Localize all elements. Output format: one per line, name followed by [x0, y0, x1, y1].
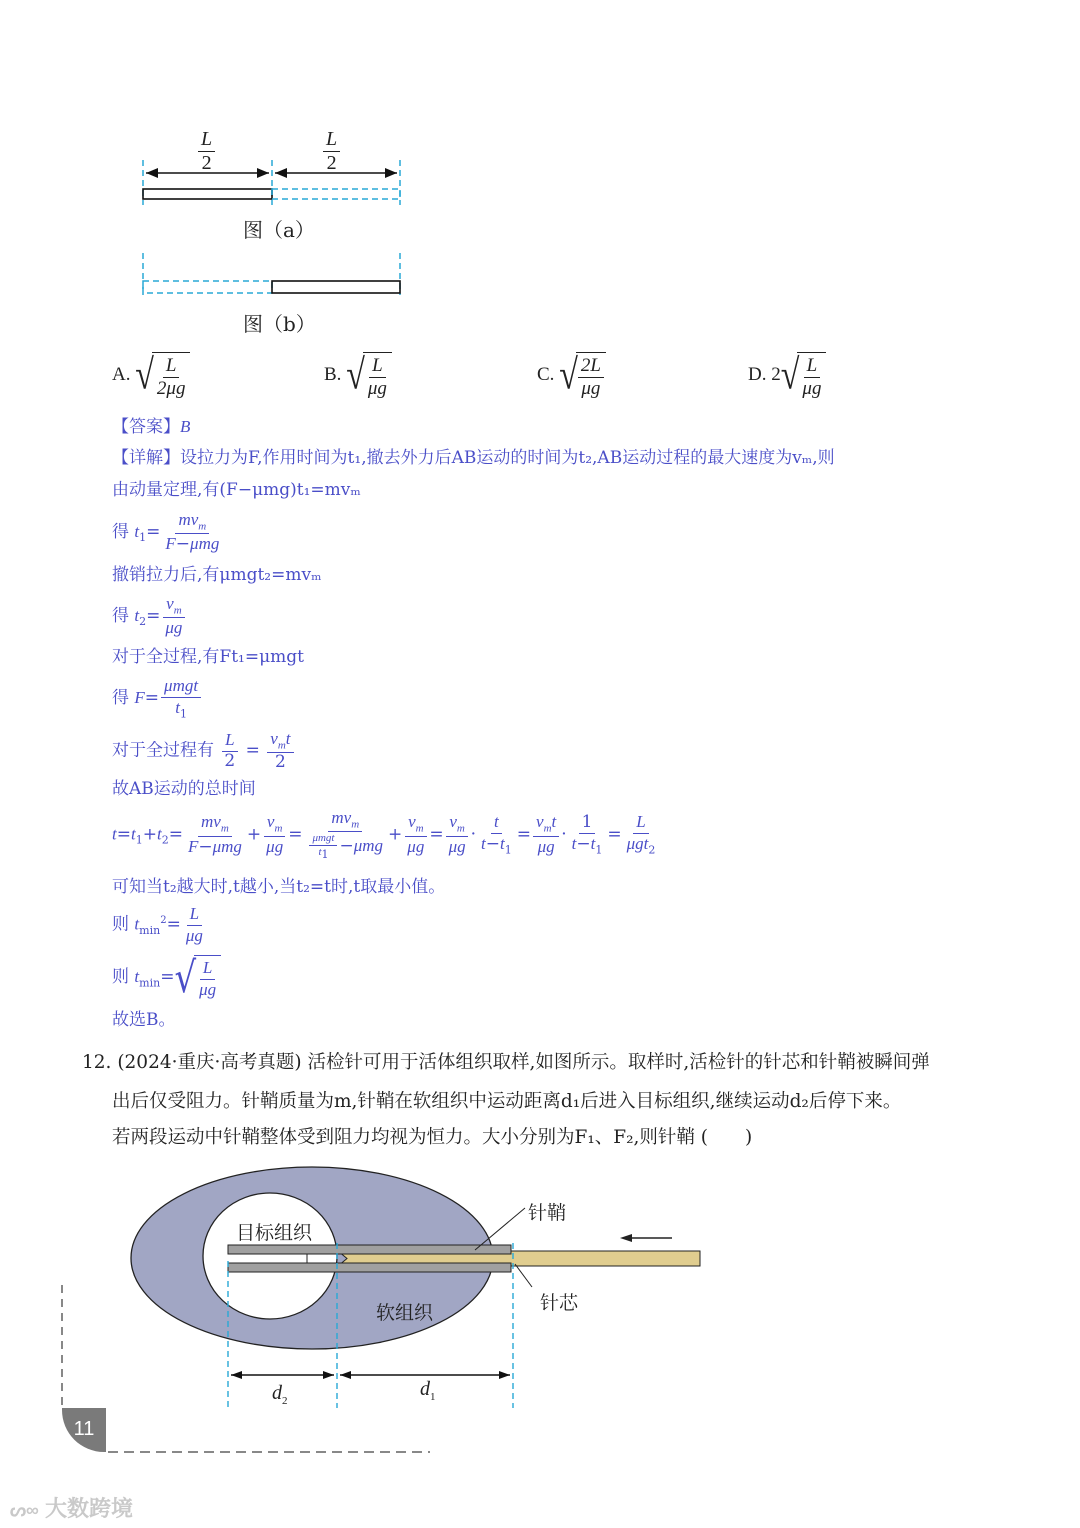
half-den: 2	[201, 152, 212, 174]
sheath-upper	[228, 1245, 511, 1254]
page-number: 11	[62, 1408, 106, 1452]
option-den: μg	[802, 377, 822, 399]
option-letter: D.	[748, 364, 767, 386]
half-num: L	[323, 128, 340, 152]
sheath-label: 针鞘	[528, 1202, 567, 1224]
fig-a-label-left	[196, 128, 217, 175]
answer-label: 【答案】	[112, 417, 180, 437]
fig-a-caption: 图（a）	[243, 218, 315, 242]
detail-line-1	[112, 450, 835, 467]
page-corner-decoration	[0, 1280, 440, 1470]
option-c: C. √ $\frac{2L}{\mu g}$	[537, 352, 606, 400]
detail-line-14: 则 $t_{min}=$ √ $\frac{L}{\mu g}$	[112, 955, 221, 1000]
option-a: A. √ $\frac{L}{2\mu g}$	[112, 352, 190, 400]
eq-prefix: 得	[112, 605, 129, 626]
option-num: L	[372, 355, 383, 376]
detail-line-13: 则 $t_{min}^2=$ $\frac{L}{\mu g}$	[112, 904, 203, 945]
detail-line-5: 撤销拉力后,有μmgt₂=mvₘ	[112, 565, 322, 585]
watermark-text: 大数跨境	[45, 1496, 134, 1521]
core-label: 针芯	[540, 1292, 579, 1314]
option-num: L	[165, 355, 177, 376]
d1-sub: 1	[430, 1391, 436, 1403]
d2-sub: 2	[282, 1395, 288, 1407]
detail-line-11: $t=t_1+t_2=$ $\frac{mv_m}{\text{F−μmg}}$ + $\frac{v_m}{\mu g}$ = $mv_m$ $\frac{\text{μmgt}}{t_1}$ −μmg + $\frac{v_m}{\mu g}$ = $\frac{v_m}{\mu g}$ · $\frac{t}{t-t_1}$ = $\frac{v_mt}{\mu g}$ · $\frac{1}{t-t_1}$ = $\frac{L}{\mu gt_2}$	[112, 808, 656, 861]
watermark-logo-icon: ᔕ∞	[10, 1500, 39, 1520]
question-12-line-3: 若两段运动中针鞘整体受到阻力均视为恒力。大小分别为F₁、F₂,则针鞘 ( )	[112, 1127, 753, 1148]
answer-value: B	[180, 417, 191, 436]
soft-tissue-label: 软组织	[376, 1302, 434, 1324]
half-den: 2	[326, 152, 337, 174]
fig-b-caption: 图（b）	[243, 312, 316, 336]
target-tissue-label: 目标组织	[236, 1222, 313, 1244]
detail-line-10: 故AB运动的总时间	[112, 779, 256, 799]
eq-prefix: 则	[112, 967, 129, 988]
detail-line-12: 可知当t₂越大时,t越小,当t₂=t时,t取最小值。	[112, 877, 446, 897]
option-letter: C.	[537, 364, 555, 386]
detail-line-15: 故选B。	[112, 1010, 176, 1030]
eq-prefix: 得	[112, 687, 129, 708]
option-letter: B.	[324, 364, 342, 386]
detail-label: 【详解】	[112, 448, 180, 468]
option-coef: 2	[771, 364, 781, 386]
figure-b	[130, 250, 420, 300]
eq-prefix: 对于全过程有	[112, 740, 214, 761]
question-12-line-2: 出后仅受阻力。针鞘质量为m,针鞘在软组织中运动距离d₁后进入目标组织,继续运动d₂后停下来。	[112, 1091, 902, 1112]
d1-letter: d	[420, 1378, 430, 1400]
sheath-lower	[228, 1263, 511, 1272]
detail-line-7: 对于全过程,有Ft₁=μmgt	[112, 647, 304, 667]
option-den: 2μg	[156, 377, 186, 399]
detail-line-6: 得 $t_2=$ $\frac{v_m}{\mu g}$	[112, 594, 187, 639]
half-num: L	[198, 128, 215, 152]
question-12-line-1	[82, 1054, 930, 1073]
option-den: μg	[367, 377, 387, 399]
detail-line-3: 得 $t_1=$ $\frac{mv_m}{\text{F−μmg}}$	[112, 510, 220, 555]
eq-prefix: 则	[112, 914, 129, 935]
option-letter: A.	[112, 364, 131, 386]
detail-line-8: 得 F= $\frac{\text{μmgt}}{t_1}$	[112, 676, 203, 721]
detail-text: 设拉力为F,作用时间为t₁,撤去外力后AB运动的时间为t₂,AB运动过程的最大速度为vₘ,则	[180, 448, 835, 468]
question-source: (2024·重庆·高考真题)	[117, 1052, 302, 1073]
watermark	[10, 1492, 133, 1523]
option-d: D. 2 √ $\frac{L}{\mu g}$	[748, 352, 826, 400]
option-num: 2L	[580, 355, 601, 376]
eq-prefix: 得	[112, 521, 129, 542]
answer-line	[112, 418, 190, 436]
question-number: 12.	[82, 1052, 112, 1073]
question-text: 活检针可用于活体组织取样,如图所示。取样时,活检针的针芯和针鞘被瞬间弹	[307, 1052, 930, 1073]
option-den: μg	[581, 377, 601, 399]
option-b: B. √ $\frac{L}{\mu g}$	[324, 352, 392, 400]
d2-letter: d	[272, 1382, 282, 1404]
figure-a	[130, 125, 420, 210]
detail-line-2: 由动量定理,有(F−μmg)t₁=mvₘ	[112, 480, 361, 500]
fig-a-label-right	[321, 128, 342, 175]
option-num: L	[806, 355, 818, 376]
detail-line-9: 对于全过程有 $\frac{L}{2}$ = $\frac{v_mt}{2}$	[112, 729, 296, 773]
